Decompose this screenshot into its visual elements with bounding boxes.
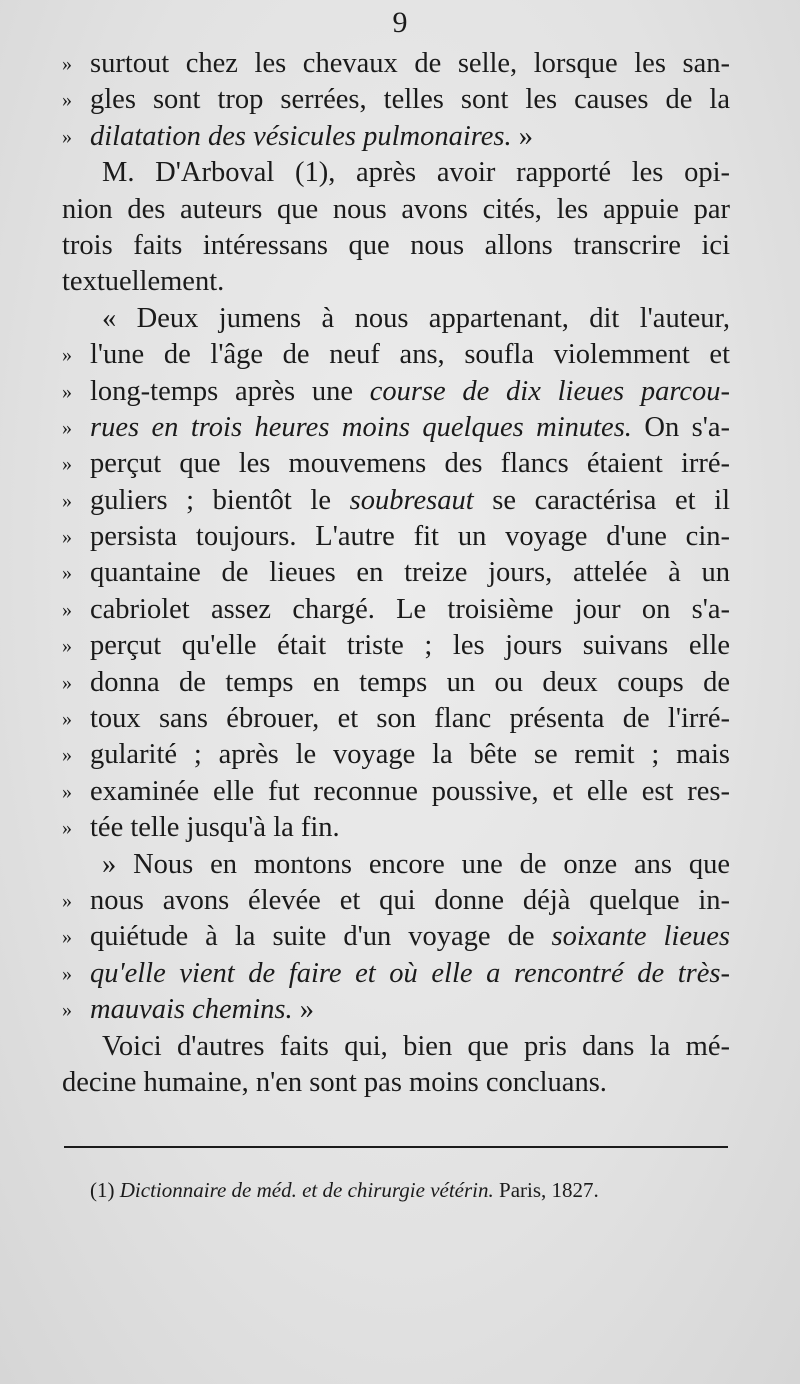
- quote-mark: »: [62, 671, 72, 694]
- quote-mark: »: [62, 817, 72, 840]
- text-run: On s'a-: [631, 411, 730, 443]
- text-line: [62, 82, 730, 118]
- text-line: [62, 956, 730, 992]
- text-run: trois faits intéressans que nous allons transcrire ici: [62, 229, 730, 261]
- text-line: [62, 337, 730, 373]
- text-line: [62, 46, 730, 82]
- quote-mark: »: [62, 344, 72, 367]
- text-run: soixante lieues: [551, 921, 730, 953]
- body-text: [62, 46, 730, 1101]
- text-line: [62, 919, 730, 955]
- text-line: [62, 228, 730, 264]
- text-line: [62, 446, 730, 482]
- text-line: [62, 665, 730, 701]
- text-line: [62, 1065, 730, 1101]
- quote-mark: »: [62, 380, 72, 403]
- text-run: soubresaut: [349, 484, 474, 516]
- text-run: »: [511, 120, 534, 152]
- text-run: se caractérisa et il: [473, 484, 730, 516]
- page-number: 9: [392, 6, 408, 39]
- quote-mark: »: [62, 962, 72, 985]
- text-line: [62, 737, 730, 773]
- text-run: « Deux jumens à nous appartenant, dit l'auteur,: [102, 302, 730, 334]
- footnote-place: Paris,: [499, 1178, 547, 1202]
- quote-mark: »: [62, 744, 72, 767]
- text-run: M. D'Arboval (1), après avoir rapporté les opi-: [102, 157, 730, 189]
- quote-mark: »: [62, 89, 72, 112]
- text-run: nous avons élevée et qui donne déjà quelque in-: [90, 884, 730, 916]
- text-run: toux sans ébrouer, et son flanc présenta de l'irré-: [90, 703, 730, 735]
- text-line: [62, 592, 730, 628]
- text-line: [62, 483, 730, 519]
- quote-mark: »: [62, 635, 72, 658]
- footnote-title: Dictionnaire de méd. et de chirurgie vétérin.: [119, 1178, 494, 1202]
- text-run: persista toujours. L'autre fit un voyage d'une cin-: [90, 521, 730, 553]
- text-run: rues en trois heures moins quelques minutes.: [90, 411, 632, 443]
- text-line: [62, 155, 730, 191]
- text-run: dilatation des vésicules pulmonaires.: [90, 120, 512, 152]
- text-run: cabriolet assez chargé. Le troisième jour on s'a-: [90, 593, 730, 625]
- text-run: » Nous en montons encore une de onze ans que: [102, 848, 730, 880]
- quote-mark: »: [62, 562, 72, 585]
- text-line: [62, 1029, 730, 1065]
- text-run: guliers ; bientôt le: [90, 484, 350, 516]
- quote-mark: »: [62, 708, 72, 731]
- quote-mark: »: [62, 889, 72, 912]
- text-run: Voici d'autres faits qui, bien que pris dans la mé-: [102, 1030, 730, 1062]
- quote-mark: »: [62, 125, 72, 148]
- quote-mark: »: [62, 53, 72, 75]
- text-line: [62, 519, 730, 555]
- quote-mark: »: [62, 416, 72, 439]
- text-run: surtout chez les chevaux de selle, lorsque les san-: [90, 48, 730, 79]
- footnote: [90, 1178, 730, 1203]
- text-line: [62, 992, 730, 1028]
- text-line: [62, 410, 730, 446]
- text-run: decine humaine, n'en sont pas moins concluans.: [62, 1066, 607, 1098]
- text-run: long-temps après une: [90, 375, 370, 407]
- quote-mark: »: [62, 999, 72, 1022]
- text-line: [62, 774, 730, 810]
- text-run: quantaine de lieues en treize jours, attelée à un: [90, 557, 730, 589]
- text-run: textuellement.: [62, 266, 225, 298]
- text-line: [62, 810, 730, 846]
- quote-mark: »: [62, 526, 72, 549]
- text-line: [62, 847, 730, 883]
- text-run: nion des auteurs que nous avons cités, les appuie par: [62, 193, 730, 225]
- footnote-marker: (1): [90, 1178, 115, 1202]
- quote-mark: »: [62, 926, 72, 949]
- text-run: »: [292, 994, 315, 1026]
- text-run: perçut qu'elle était triste ; les jours suivans elle: [90, 630, 730, 662]
- quote-mark: »: [62, 780, 72, 803]
- text-line: [62, 192, 730, 228]
- text-run: perçut que les mouvemens des flancs étaient irré-: [90, 448, 730, 480]
- text-run: qu'elle vient de faire et où elle a rencontré de très-: [90, 957, 730, 989]
- text-line: [62, 883, 730, 919]
- footnote-separator: [64, 1146, 728, 1148]
- text-run: quiétude à la suite d'un voyage de: [90, 921, 552, 953]
- text-run: l'une de l'âge de neuf ans, soufla violemment et: [90, 339, 730, 371]
- text-run: course de dix lieues parcou-: [369, 375, 730, 407]
- text-run: mauvais chemins.: [90, 994, 293, 1026]
- quote-mark: »: [62, 453, 72, 476]
- quote-mark: »: [62, 489, 72, 512]
- text-run: tée telle jusqu'à la fin.: [90, 812, 340, 844]
- text-run: gles sont trop serrées, telles sont les causes de la: [90, 84, 730, 116]
- text-line: [62, 555, 730, 591]
- text-run: examinée elle fut reconnue poussive, et elle est res-: [90, 775, 730, 807]
- text-line: [62, 701, 730, 737]
- text-line: [62, 301, 730, 337]
- text-run: gularité ; après le voyage la bête se remit ; mais: [90, 739, 730, 771]
- quote-mark: »: [62, 598, 72, 621]
- text-line: [62, 119, 730, 155]
- footnote-year: 1827.: [551, 1178, 599, 1202]
- text-line: [62, 264, 730, 300]
- text-line: [62, 628, 730, 664]
- text-line: [62, 374, 730, 410]
- text-run: donna de temps en temps un ou deux coups de: [90, 666, 730, 698]
